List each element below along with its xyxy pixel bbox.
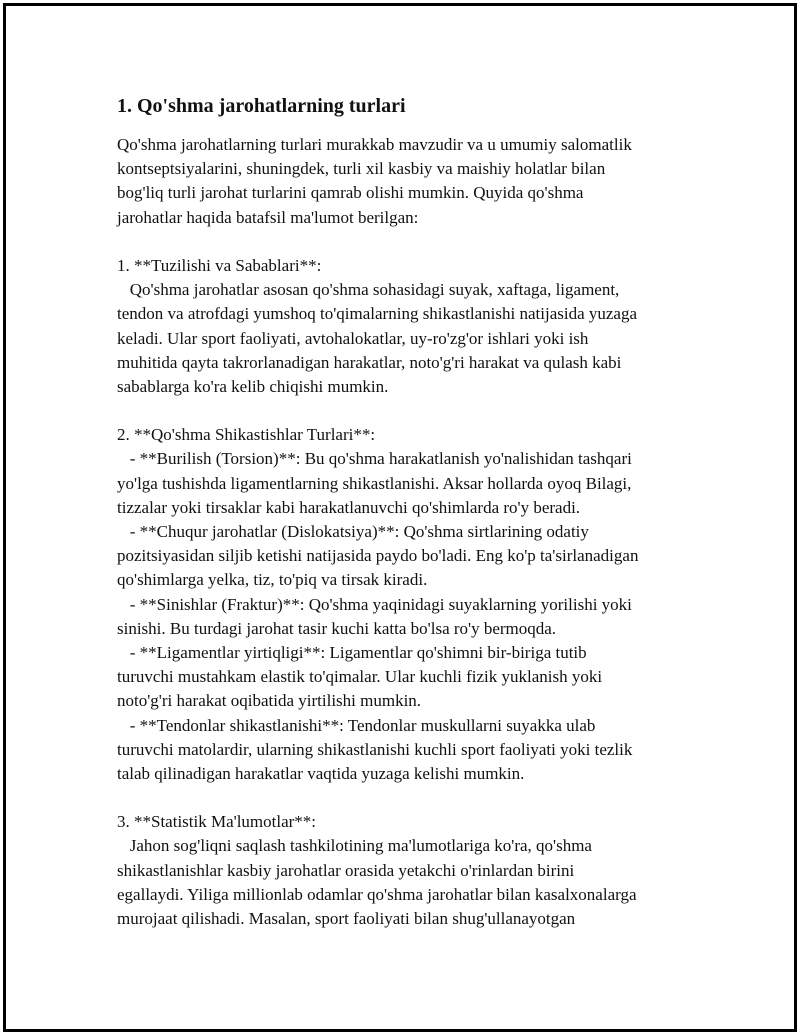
text-line: 3. **Statistik Ma'lumotlar**: [117, 812, 317, 832]
document-body [117, 92, 697, 931]
text-line: Qo'shma jarohatlarning turlari murakkab mavzudir va u umumiy salomatlik [117, 135, 632, 154]
document-text [117, 133, 697, 931]
text-line: noto'g'ri harakat oqibatida yirtilishi mumkin. [117, 691, 422, 711]
text-line: 2. **Qo'shma Shikastishlar Turlari**: [117, 425, 376, 445]
text-line: - **Tendonlar shikastlanishi**: Tendonlar muskullarni suyakka ulab [117, 715, 596, 735]
text-line [117, 399, 697, 423]
text-line: egallaydi. Yiliga millionlab odamlar qo'shma jarohatlar bilan kasalxonalarga [117, 884, 637, 904]
text-line: qo'shimlarga yelka, tiz, to'piq va tirsak kiradi. [117, 570, 428, 590]
text-line: muhitida qayta takrorlanadigan harakatlar, noto'g'ri harakat va qulash kabi [117, 352, 622, 372]
text-line: bog'liq turli jarohat turlarini qamrab olishi mumkin. Quyida qo'shma [117, 183, 584, 203]
text-line: talab qilinadigan harakatlar vaqtida yuzaga kelishi mumkin. [117, 763, 525, 783]
text-line: - **Sinishlar (Fraktur)**: Qo'shma yaqinidagi suyaklarning yorilishi yoki [117, 594, 632, 614]
text-line: keladi. Ular sport faoliyati, avtohalokatlar, uy-ro'zg'or ishlari yoki ish [117, 328, 589, 348]
text-line: shikastlanishlar kasbiy jarohatlar orasida yetakchi o'rinlardan birini [117, 860, 575, 880]
text-line: Qo'shma jarohatlar asosan qo'shma sohasidagi suyak, xaftaga, ligament, [117, 280, 620, 300]
text-line: tendon va atrofdagi yumshoq to'qimalarning shikastlanishi natijasida yuzaga [117, 304, 638, 324]
text-line: - **Burilish (Torsion)**: Bu qo'shma harakatlanish yo'nalishidan tashqari [117, 449, 632, 469]
text-line: murojaat qilishadi. Masalan, sport faoliyati bilan shug'ullanayotgan [117, 909, 576, 928]
text-line: kontseptsiyalarini, shuningdek, turli xil kasbiy va maishiy holatlar bilan [117, 159, 606, 179]
text-line: tizzalar yoki tirsaklar kabi harakatlanuvchi qo'shimlarda ro'y beradi. [117, 497, 581, 517]
text-line: jarohatlar haqida batafsil ma'lumot berilgan: [117, 207, 419, 227]
text-line: - **Ligamentlar yirtiqligi**: Ligamentlar qo'shimni bir-biriga tutib [117, 642, 587, 662]
text-line: turuvchi mustahkam elastik to'qimalar. Ular kuchli fizik yuklanish yoki [117, 667, 603, 687]
section-heading: 1. Qo'shma jarohatlarning turlari [117, 95, 406, 117]
text-line: pozitsiyasidan siljib ketishi natijasida paydo bo'ladi. Eng ko'p ta'sirlanadigan [117, 546, 639, 566]
text-line: yo'lga tushishda ligamentlarning shikastlanishi. Aksar hollarda oyoq Bilagi, [117, 473, 632, 493]
text-line: sinishi. Bu turdagi jarohat tasir kuchi katta bo'lsa ro'y bermoqda. [117, 618, 557, 638]
text-line [117, 786, 697, 810]
text-line: sabablarga ko'ra kelib chiqishi mumkin. [117, 376, 389, 396]
text-line: turuvchi matolardir, ularning shikastlanishi kuchli sport faoliyati yoki tezlik [117, 739, 633, 759]
text-line: Jahon sog'liqni saqlash tashkilotining ma'lumotlariga ko'ra, qo'shma [117, 836, 592, 856]
text-line: 1. **Tuzilishi va Sabablari**: [117, 255, 322, 275]
text-line: - **Chuqur jarohatlar (Dislokatsiya)**: Qo'shma sirtlarining odatiy [117, 522, 589, 541]
text-line [117, 230, 697, 254]
